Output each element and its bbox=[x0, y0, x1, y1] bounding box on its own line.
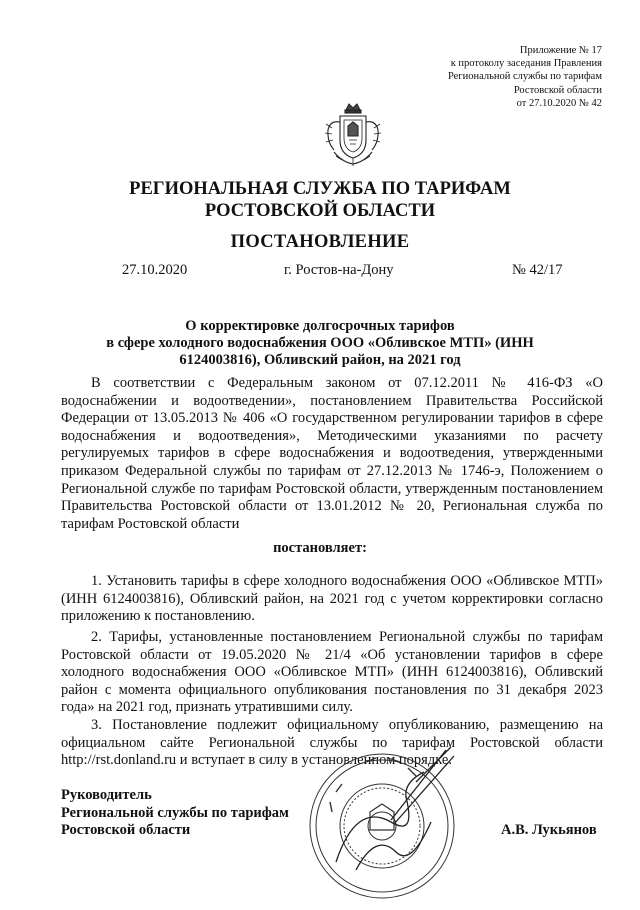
document-number: № 42/17 bbox=[512, 262, 563, 278]
clause-3: 3. Постановление подлежит официальному опубликованию, размещению на официальном сайте Региональной службы по тарифам Ростовской области http://rst.donland.ru и вступает в силу в установленном порядке. bbox=[61, 717, 603, 769]
annex-note bbox=[448, 44, 602, 110]
document-subject bbox=[60, 318, 580, 370]
organization-title-line: РЕГИОНАЛЬНАЯ СЛУЖБА ПО ТАРИФАМ bbox=[129, 179, 511, 199]
annex-line: от 27.10.2020 № 42 bbox=[516, 97, 602, 109]
document-city: г. Ростов-на-Дону bbox=[284, 262, 394, 278]
annex-line: к протоколу заседания Правления bbox=[450, 58, 602, 70]
signatory-title-line: Региональной службы по тарифам bbox=[61, 804, 289, 821]
signatory-title-line: Руководитель bbox=[61, 787, 152, 803]
document-date: 27.10.2020 bbox=[122, 262, 188, 278]
annex-line: Приложение № 17 bbox=[519, 45, 602, 56]
clause-1: 1. Установить тарифы в сфере холодного водоснабжения ООО «Обливское МТП» (ИНН 6124003816), Обливский район, на 2021 год с учетом корректировки согласно приложению к постановлению. bbox=[61, 573, 603, 625]
subject-line: 6124003816), Обливский район, на 2021 год bbox=[179, 352, 461, 369]
annex-line: Ростовской области bbox=[513, 84, 602, 96]
annex-line: Региональной службы по тарифам bbox=[447, 71, 602, 83]
signatory-title-line: Ростовской области bbox=[61, 822, 191, 839]
coat-of-arms-icon bbox=[322, 100, 384, 170]
signatory-name: А.В. Лукьянов bbox=[501, 822, 597, 838]
signatory-title bbox=[61, 787, 289, 840]
subject-line: в сфере холодного водоснабжения ООО «Обливское МТП» (ИНН bbox=[106, 335, 534, 352]
organization-title-line: РОСТОВСКОЙ ОБЛАСТИ bbox=[204, 201, 436, 221]
official-seal-icon bbox=[296, 742, 468, 910]
document-type: ПОСТАНОВЛЕНИЕ bbox=[230, 232, 410, 252]
subject-line: О корректировке долгосрочных тарифов bbox=[185, 318, 455, 334]
preamble-paragraph: В соответствии с Федеральным законом от 07.12.2011 № 416-ФЗ «О водоснабжении и водоотведении», постановлением Правительства Российской Федерации от 13.05.2013 № 406 «О государственном регулировании тарифов в сфере водоснабжения и водоотведения», Методическими указаниями по расчету регулируемых тарифов в сфере водоснабжения и водоотведения, утвержденными приказом Федеральной службы по тарифам от 27.12.2013 № 1746-э, Положением о Региональной службе по тарифам Ростовской области, утвержденным постановлением Правительства Ростовской области от 13.01.2012 № 20, Региональная служба по тарифам Ростовской области bbox=[61, 375, 603, 532]
organization-title bbox=[0, 178, 640, 222]
clause-2: 2. Тарифы, установленные постановлением Региональной службы по тарифам Ростовской области от 19.05.2020 № 21/4 «Об установлении тарифов в сфере холодного водоснабжения ООО «Обливское МТП» (ИНН 6124003816), Обливский район с момента официального опубликования постановления по 31 декабря 2023 года» на 2021 год, признать утратившими силу. bbox=[61, 629, 603, 716]
decree-word: постановляет: bbox=[273, 540, 367, 556]
